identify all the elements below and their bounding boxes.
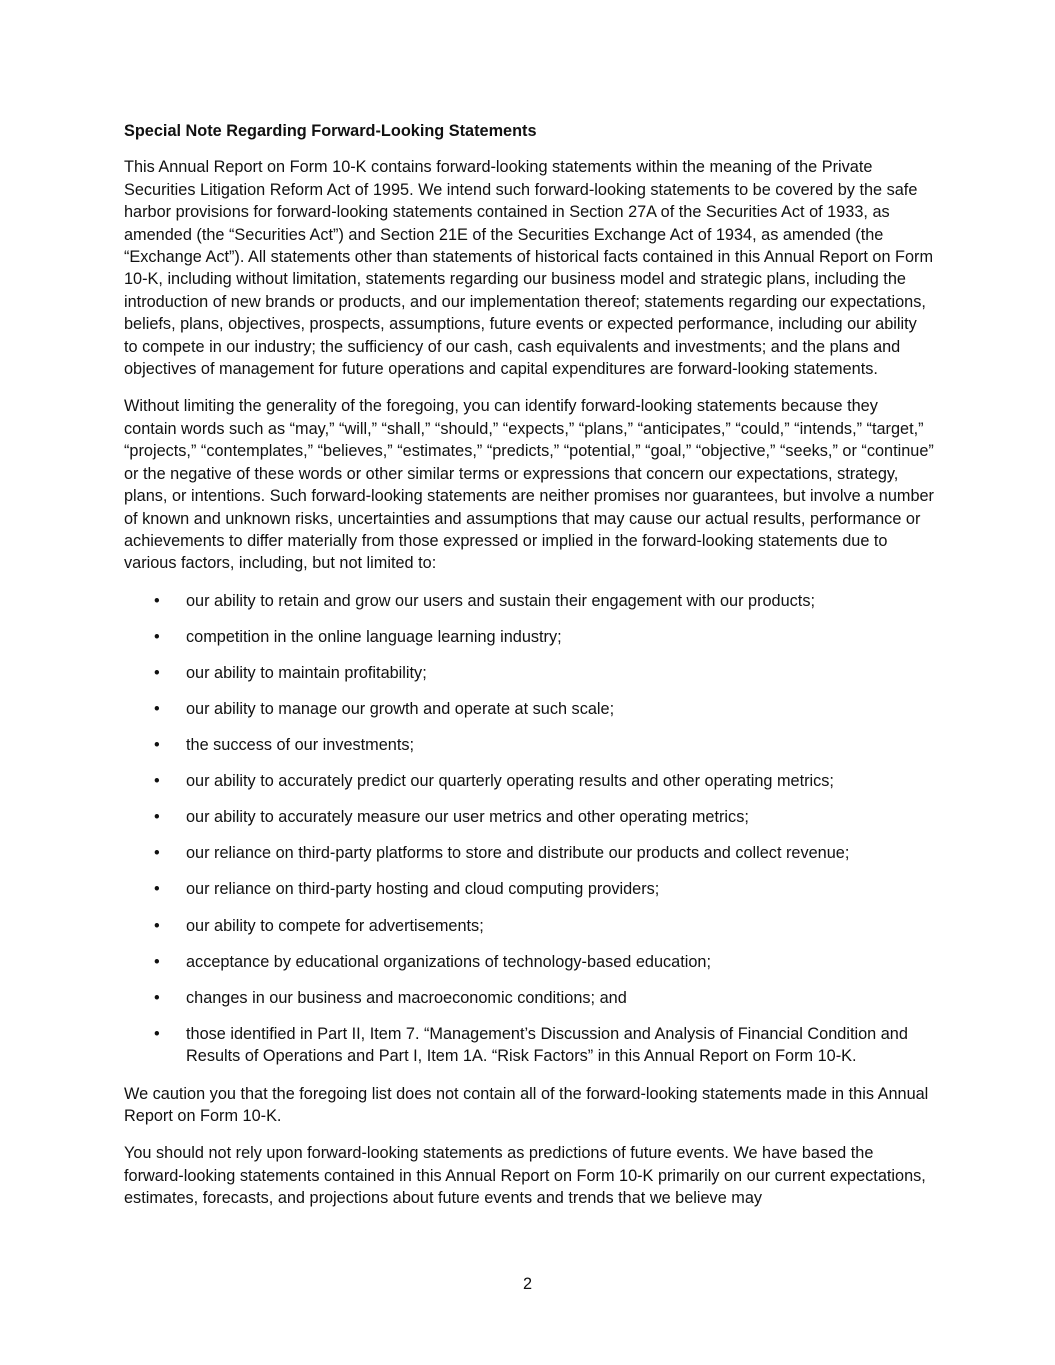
bullet-icon: • bbox=[154, 736, 160, 755]
bullet-icon: • bbox=[154, 591, 160, 610]
list-item bbox=[124, 915, 934, 937]
bullet-icon: • bbox=[154, 952, 160, 971]
paragraph-identifying-words: Without limiting the generality of the foregoing, you can identify forward-looking statements because they contain words such as “may,” “will,” “shall,” “should,” “expects,” “plans,” “anticipates,” “could,” “intends,” “target,” “projects,” “contemplates,” “believes,” “estimates,” “predicts,” “potential,” “goal,” “objective,” “seeks,” or “continue” or the negative of these words or other similar terms or expressions that concern our expectations, strategy, plans, or intentions. Such forward-looking statements are neither promises nor guarantees, but involve a number of known and unknown risks, uncertainties and assumptions that may cause our actual results, performance or achievements to differ materially from those expressed or implied in the forward-looking statements due to various factors, including, but not limited to: bbox=[124, 397, 934, 573]
list-item bbox=[124, 806, 934, 828]
bullet-icon: • bbox=[154, 700, 160, 718]
list-item-text: our reliance on third-party platforms to store and distribute our products and collect revenue; bbox=[186, 844, 850, 863]
list-item bbox=[124, 662, 934, 684]
list-item-text: our ability to maintain profitability; bbox=[186, 663, 427, 682]
list-item bbox=[124, 626, 934, 648]
bullet-icon: • bbox=[154, 988, 160, 1007]
bullet-icon: • bbox=[154, 808, 160, 827]
list-item bbox=[124, 951, 934, 973]
list-item-text: our ability to accurately predict our quarterly operating results and other operating metrics; bbox=[186, 772, 834, 791]
list-item-text: our reliance on third-party hosting and cloud computing providers; bbox=[186, 880, 660, 899]
list-item-text: acceptance by educational organizations of technology-based education; bbox=[186, 952, 711, 971]
page-number: 2 bbox=[522, 1275, 533, 1293]
paragraph-caution: We caution you that the foregoing list does not contain all of the forward-looking statements made in this Annual Report on Form 10-K. bbox=[124, 1084, 929, 1126]
list-item-text: the success of our investments; bbox=[186, 736, 415, 755]
list-item-text: changes in our business and macroeconomic conditions; and bbox=[186, 988, 627, 1007]
list-item bbox=[124, 734, 934, 756]
paragraph-intro: This Annual Report on Form 10-K contains forward-looking statements within the meaning of the Private Securities Litigation Reform Act of 1995. We intend such forward-looking statements to be covered by the safe harbor provisions for forward-looking statements contained in Section 27A of the Securities Act of 1933, as amended (the “Securities Act”) and Section 21E of the Securities Exchange Act of 1934, as amended (the “Exchange Act”). All statements other than statements of historical facts contained in this Annual Report on Form 10-K, including without limitation, statements regarding our business model and strategic plans, including the introduction of new brands or products, and our implementation thereof; statements regarding our expectations, beliefs, plans, objectives, prospects, assumptions, future events or expected performance, including our ability to compete in our industry; the sufficiency of our cash, cash equivalents and investments; and the plans and objectives of management for future operations and capital expenditures are forward-looking statements. bbox=[124, 158, 934, 379]
risk-factor-list bbox=[124, 590, 934, 1068]
bullet-icon: • bbox=[154, 772, 160, 791]
list-item-text: those identified in Part II, Item 7. “Management’s Discussion and Analysis of Financial Condition and Results of Operations and Part I, Item 1A. “Risk Factors” in this Annual Report on Form 10-K. bbox=[186, 1024, 908, 1066]
list-item bbox=[124, 842, 934, 864]
list-item-text: our ability to manage our growth and operate at such scale; bbox=[186, 700, 615, 718]
bullet-icon: • bbox=[154, 916, 160, 935]
bullet-icon: • bbox=[154, 1024, 160, 1043]
list-item bbox=[124, 987, 934, 1009]
list-item-text: our ability to accurately measure our user metrics and other operating metrics; bbox=[186, 808, 749, 827]
list-item-text: our ability to retain and grow our users and sustain their engagement with our products; bbox=[186, 591, 815, 610]
list-item-text: competition in the online language learning industry; bbox=[186, 627, 562, 646]
list-item bbox=[124, 590, 934, 612]
paragraph-reliance: You should not rely upon forward-looking statements as predictions of future events. We have based the forward-looking statements contained in this Annual Report on Form 10-K primarily on our current expectations, estimates, forecasts, and projections about future events and trends that we believe may bbox=[124, 1144, 926, 1208]
bullet-icon: • bbox=[154, 627, 160, 646]
list-item bbox=[124, 770, 934, 792]
section-heading: Special Note Regarding Forward-Looking Statements bbox=[124, 122, 537, 140]
document-page bbox=[124, 120, 934, 1225]
bullet-icon: • bbox=[154, 844, 160, 863]
bullet-icon: • bbox=[154, 663, 160, 682]
list-item bbox=[124, 878, 934, 900]
list-item bbox=[124, 698, 934, 720]
list-item bbox=[124, 1023, 934, 1068]
list-item-text: our ability to compete for advertisements; bbox=[186, 916, 484, 935]
bullet-icon: • bbox=[154, 880, 160, 899]
